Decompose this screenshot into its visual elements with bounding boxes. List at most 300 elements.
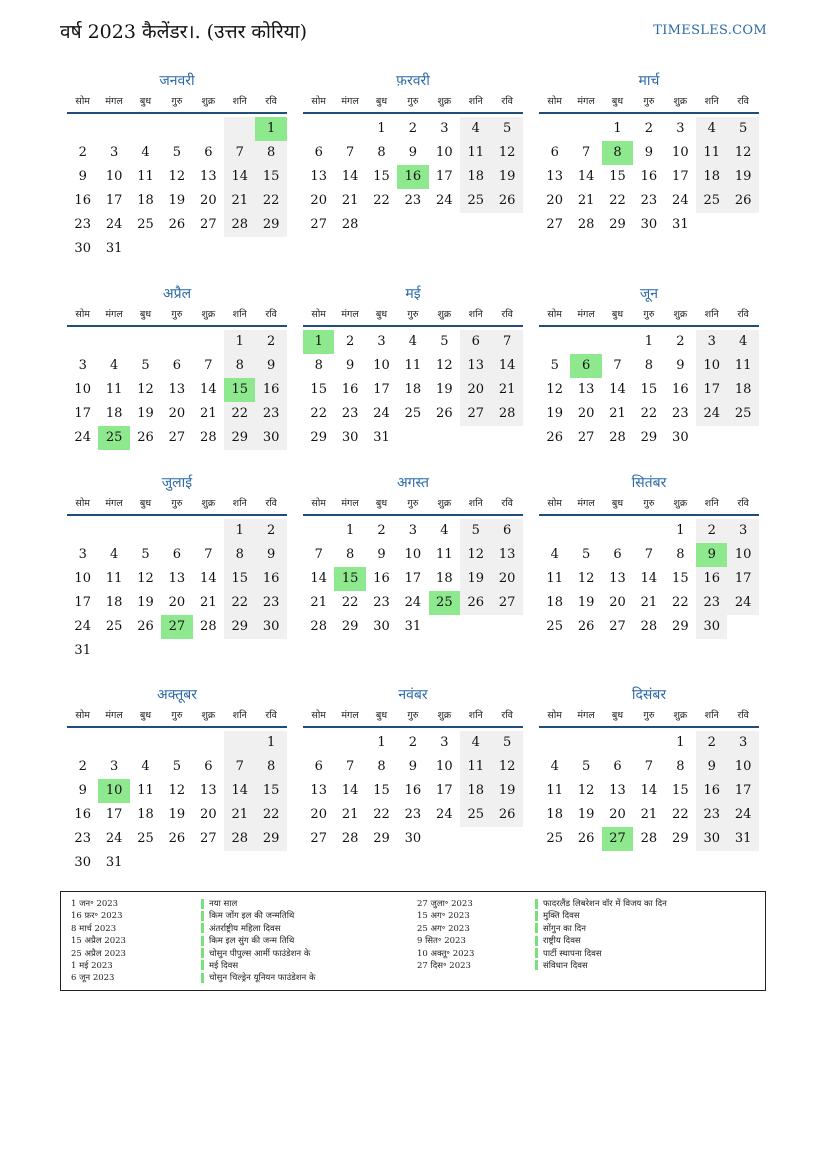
day-cell[interactable]: 20 (546, 193, 563, 208)
day-cell[interactable]: 29 (373, 831, 390, 846)
holiday-day-cell[interactable]: 8 (602, 141, 633, 165)
day-cell[interactable]: 27 (200, 217, 217, 232)
day-cell[interactable]: 24 (436, 193, 453, 208)
day-cell[interactable]: 22 (341, 595, 359, 610)
day-cell[interactable]: 20 (310, 193, 327, 208)
day-cell[interactable]: 30 (696, 827, 727, 851)
day-cell[interactable]: 31 (404, 619, 422, 634)
day-cell[interactable]: 21 (577, 193, 595, 208)
day-cell[interactable]: 20 (168, 406, 186, 421)
day-cell[interactable]: 23 (696, 803, 727, 827)
day-cell[interactable]: 20 (609, 807, 626, 822)
day-cell[interactable]: 1 (644, 334, 654, 349)
day-cell[interactable]: 4 (696, 117, 727, 141)
day-cell[interactable]: 4 (141, 759, 150, 774)
holiday-day-cell[interactable]: 25 (98, 426, 129, 450)
holiday-day-cell[interactable]: 25 (429, 591, 460, 615)
holiday-day-cell[interactable]: 1 (303, 330, 334, 354)
day-cell[interactable]: 4 (440, 523, 449, 538)
day-cell[interactable]: 20 (200, 807, 217, 822)
day-cell[interactable]: 23 (696, 591, 727, 615)
holiday-day-cell[interactable]: 27 (161, 615, 192, 639)
day-cell[interactable]: 29 (341, 619, 359, 634)
day-cell[interactable]: 23 (404, 193, 422, 208)
day-cell[interactable]: 15 (310, 382, 327, 397)
day-cell[interactable]: 24 (436, 807, 453, 822)
day-cell[interactable]: 9 (78, 169, 87, 184)
day-cell[interactable]: 4 (727, 330, 758, 354)
day-cell[interactable]: 20 (609, 595, 626, 610)
day-cell[interactable]: 14 (310, 571, 327, 586)
day-cell[interactable]: 24 (404, 595, 422, 610)
day-cell[interactable]: 2 (377, 523, 386, 538)
day-cell[interactable]: 13 (168, 382, 186, 397)
day-cell[interactable]: 23 (373, 595, 390, 610)
day-cell[interactable]: 19 (577, 595, 595, 610)
day-cell[interactable]: 11 (404, 358, 422, 373)
day-cell[interactable]: 13 (491, 543, 522, 567)
day-cell[interactable]: 13 (200, 169, 217, 184)
day-cell[interactable]: 18 (105, 406, 123, 421)
day-cell[interactable]: 15 (255, 779, 286, 803)
day-cell[interactable]: 2 (255, 330, 286, 354)
holiday-day-cell[interactable]: 9 (696, 543, 727, 567)
day-cell[interactable]: 11 (460, 755, 491, 779)
day-cell[interactable]: 18 (546, 807, 563, 822)
day-cell[interactable]: 2 (255, 519, 286, 543)
day-cell[interactable]: 24 (672, 193, 689, 208)
day-cell[interactable]: 24 (105, 831, 123, 846)
holiday-day-cell[interactable]: 16 (397, 165, 428, 189)
day-cell[interactable]: 16 (74, 807, 91, 822)
day-cell[interactable]: 31 (105, 855, 123, 870)
day-cell[interactable]: 29 (310, 430, 327, 445)
day-cell[interactable]: 21 (310, 595, 327, 610)
day-cell[interactable]: 26 (546, 430, 563, 445)
day-cell[interactable]: 21 (200, 406, 217, 421)
day-cell[interactable]: 22 (672, 595, 689, 610)
day-cell[interactable]: 5 (172, 759, 182, 774)
day-cell[interactable]: 3 (78, 547, 87, 562)
day-cell[interactable]: 27 (460, 402, 491, 426)
day-cell[interactable]: 29 (640, 430, 658, 445)
day-cell[interactable]: 5 (440, 334, 449, 349)
day-cell[interactable]: 3 (78, 358, 87, 373)
day-cell[interactable]: 18 (546, 595, 563, 610)
day-cell[interactable]: 4 (141, 145, 150, 160)
day-cell[interactable]: 22 (373, 193, 390, 208)
day-cell[interactable]: 15 (373, 169, 390, 184)
day-cell[interactable]: 27 (577, 430, 595, 445)
day-cell[interactable]: 12 (577, 783, 595, 798)
day-cell[interactable]: 27 (310, 217, 327, 232)
day-cell[interactable]: 17 (74, 406, 91, 421)
day-cell[interactable]: 15 (672, 571, 689, 586)
day-cell[interactable]: 19 (546, 406, 563, 421)
day-cell[interactable]: 20 (168, 595, 186, 610)
day-cell[interactable]: 13 (577, 382, 595, 397)
day-cell[interactable]: 18 (436, 571, 453, 586)
day-cell[interactable]: 12 (168, 783, 186, 798)
day-cell[interactable]: 27 (310, 831, 327, 846)
day-cell[interactable]: 25 (404, 406, 422, 421)
day-cell[interactable]: 24 (373, 406, 390, 421)
day-cell[interactable]: 6 (613, 547, 622, 562)
day-cell[interactable]: 2 (408, 121, 418, 136)
day-cell[interactable]: 13 (609, 783, 626, 798)
day-cell[interactable]: 18 (137, 193, 154, 208)
day-cell[interactable]: 8 (377, 145, 386, 160)
day-cell[interactable]: 12 (460, 543, 491, 567)
day-cell[interactable]: 1 (224, 330, 255, 354)
day-cell[interactable]: 11 (137, 169, 154, 184)
day-cell[interactable]: 2 (696, 731, 727, 755)
day-cell[interactable]: 19 (577, 807, 595, 822)
day-cell[interactable]: 8 (255, 141, 286, 165)
day-cell[interactable]: 11 (137, 783, 154, 798)
day-cell[interactable]: 7 (345, 145, 355, 160)
day-cell[interactable]: 25 (696, 189, 727, 213)
holiday-day-cell[interactable]: 15 (334, 567, 365, 591)
day-cell[interactable]: 8 (644, 358, 654, 373)
day-cell[interactable]: 7 (224, 141, 255, 165)
day-cell[interactable]: 12 (491, 755, 522, 779)
day-cell[interactable]: 1 (345, 523, 355, 538)
day-cell[interactable]: 15 (672, 783, 689, 798)
day-cell[interactable]: 4 (460, 117, 491, 141)
day-cell[interactable]: 7 (644, 547, 654, 562)
day-cell[interactable]: 29 (672, 619, 689, 634)
day-cell[interactable]: 28 (341, 831, 359, 846)
day-cell[interactable]: 17 (727, 779, 758, 803)
day-cell[interactable]: 9 (408, 759, 418, 774)
day-cell[interactable]: 22 (224, 402, 255, 426)
day-cell[interactable]: 23 (74, 831, 91, 846)
day-cell[interactable]: 10 (436, 145, 453, 160)
day-cell[interactable]: 26 (577, 831, 595, 846)
day-cell[interactable]: 30 (74, 241, 91, 256)
day-cell[interactable]: 7 (204, 547, 213, 562)
day-cell[interactable]: 13 (200, 783, 217, 798)
day-cell[interactable]: 8 (255, 755, 286, 779)
day-cell[interactable]: 1 (224, 519, 255, 543)
day-cell[interactable]: 29 (255, 827, 286, 851)
day-cell[interactable]: 24 (727, 803, 758, 827)
day-cell[interactable]: 12 (491, 141, 522, 165)
day-cell[interactable]: 1 (377, 735, 386, 750)
day-cell[interactable]: 12 (168, 169, 186, 184)
day-cell[interactable]: 17 (727, 567, 758, 591)
day-cell[interactable]: 16 (404, 783, 422, 798)
day-cell[interactable]: 13 (310, 169, 327, 184)
day-cell[interactable]: 17 (436, 169, 453, 184)
day-cell[interactable]: 28 (577, 217, 595, 232)
day-cell[interactable]: 24 (74, 430, 91, 445)
day-cell[interactable]: 30 (255, 426, 286, 450)
day-cell[interactable]: 28 (310, 619, 327, 634)
day-cell[interactable]: 20 (200, 193, 217, 208)
day-cell[interactable]: 5 (172, 145, 182, 160)
day-cell[interactable]: 7 (491, 330, 522, 354)
day-cell[interactable]: 2 (345, 334, 355, 349)
day-cell[interactable]: 21 (640, 807, 658, 822)
day-cell[interactable]: 17 (404, 571, 422, 586)
day-cell[interactable]: 25 (546, 831, 563, 846)
day-cell[interactable]: 5 (141, 547, 150, 562)
day-cell[interactable]: 16 (74, 193, 91, 208)
day-cell[interactable]: 4 (550, 547, 559, 562)
day-cell[interactable]: 7 (314, 547, 323, 562)
day-cell[interactable]: 4 (109, 547, 119, 562)
day-cell[interactable]: 17 (105, 807, 123, 822)
day-cell[interactable]: 9 (255, 354, 286, 378)
day-cell[interactable]: 19 (168, 807, 186, 822)
day-cell[interactable]: 29 (224, 426, 255, 450)
day-cell[interactable]: 8 (676, 759, 685, 774)
day-cell[interactable]: 23 (672, 406, 689, 421)
day-cell[interactable]: 14 (341, 783, 359, 798)
day-cell[interactable]: 3 (727, 731, 758, 755)
day-cell[interactable]: 4 (408, 334, 418, 349)
day-cell[interactable]: 10 (74, 571, 91, 586)
day-cell[interactable]: 5 (581, 547, 591, 562)
day-cell[interactable]: 29 (224, 615, 255, 639)
day-cell[interactable]: 15 (640, 382, 658, 397)
day-cell[interactable]: 23 (341, 406, 359, 421)
day-cell[interactable]: 4 (109, 358, 119, 373)
day-cell[interactable]: 6 (314, 759, 323, 774)
day-cell[interactable]: 7 (581, 145, 591, 160)
day-cell[interactable]: 17 (436, 783, 453, 798)
day-cell[interactable]: 10 (727, 543, 758, 567)
day-cell[interactable]: 4 (460, 731, 491, 755)
day-cell[interactable]: 27 (546, 217, 563, 232)
day-cell[interactable]: 11 (105, 382, 123, 397)
day-cell[interactable]: 13 (609, 571, 626, 586)
day-cell[interactable]: 10 (672, 145, 689, 160)
holiday-day-cell[interactable]: 27 (602, 827, 633, 851)
day-cell[interactable]: 3 (408, 523, 418, 538)
day-cell[interactable]: 26 (491, 803, 522, 827)
day-cell[interactable]: 30 (373, 619, 390, 634)
day-cell[interactable]: 22 (640, 406, 658, 421)
day-cell[interactable]: 25 (137, 217, 154, 232)
day-cell[interactable]: 19 (491, 779, 522, 803)
day-cell[interactable]: 7 (644, 759, 654, 774)
day-cell[interactable]: 27 (609, 619, 626, 634)
day-cell[interactable]: 5 (581, 759, 591, 774)
day-cell[interactable]: 24 (74, 619, 91, 634)
day-cell[interactable]: 2 (696, 519, 727, 543)
day-cell[interactable]: 18 (696, 165, 727, 189)
day-cell[interactable]: 11 (546, 571, 563, 586)
day-cell[interactable]: 2 (644, 121, 654, 136)
day-cell[interactable]: 3 (109, 145, 119, 160)
day-cell[interactable]: 15 (373, 783, 390, 798)
day-cell[interactable]: 23 (640, 193, 658, 208)
day-cell[interactable]: 3 (727, 519, 758, 543)
day-cell[interactable]: 26 (168, 217, 186, 232)
day-cell[interactable]: 3 (696, 330, 727, 354)
day-cell[interactable]: 16 (341, 382, 359, 397)
day-cell[interactable]: 30 (640, 217, 658, 232)
day-cell[interactable]: 10 (74, 382, 91, 397)
day-cell[interactable]: 28 (200, 619, 217, 634)
day-cell[interactable]: 10 (727, 755, 758, 779)
day-cell[interactable]: 11 (546, 783, 563, 798)
day-cell[interactable]: 4 (550, 759, 559, 774)
day-cell[interactable]: 23 (74, 217, 91, 232)
day-cell[interactable]: 8 (224, 354, 255, 378)
day-cell[interactable]: 7 (224, 755, 255, 779)
day-cell[interactable]: 30 (255, 615, 286, 639)
day-cell[interactable]: 22 (672, 807, 689, 822)
day-cell[interactable]: 31 (105, 241, 123, 256)
day-cell[interactable]: 23 (255, 402, 286, 426)
day-cell[interactable]: 21 (491, 378, 522, 402)
day-cell[interactable]: 14 (640, 783, 658, 798)
day-cell[interactable]: 30 (696, 615, 727, 639)
day-cell[interactable]: 26 (577, 619, 595, 634)
day-cell[interactable]: 16 (672, 382, 689, 397)
day-cell[interactable]: 24 (105, 217, 123, 232)
day-cell[interactable]: 31 (74, 643, 91, 658)
day-cell[interactable]: 26 (436, 406, 453, 421)
day-cell[interactable]: 26 (727, 189, 758, 213)
day-cell[interactable]: 5 (727, 117, 758, 141)
day-cell[interactable]: 14 (224, 779, 255, 803)
day-cell[interactable]: 2 (78, 145, 87, 160)
day-cell[interactable]: 24 (696, 402, 727, 426)
day-cell[interactable]: 26 (491, 189, 522, 213)
day-cell[interactable]: 1 (613, 121, 622, 136)
day-cell[interactable]: 19 (168, 193, 186, 208)
day-cell[interactable]: 1 (255, 731, 286, 755)
day-cell[interactable]: 9 (696, 755, 727, 779)
day-cell[interactable]: 17 (74, 595, 91, 610)
day-cell[interactable]: 15 (609, 169, 626, 184)
day-cell[interactable]: 13 (168, 571, 186, 586)
day-cell[interactable]: 20 (460, 378, 491, 402)
day-cell[interactable]: 18 (460, 165, 491, 189)
day-cell[interactable]: 9 (255, 543, 286, 567)
day-cell[interactable]: 29 (255, 213, 286, 237)
day-cell[interactable]: 16 (255, 378, 286, 402)
day-cell[interactable]: 26 (460, 591, 491, 615)
day-cell[interactable]: 22 (255, 803, 286, 827)
day-cell[interactable]: 17 (672, 169, 689, 184)
day-cell[interactable]: 13 (460, 354, 491, 378)
day-cell[interactable]: 20 (310, 807, 327, 822)
day-cell[interactable]: 19 (436, 382, 453, 397)
site-name[interactable]: TIMESLES.COM (653, 23, 767, 38)
day-cell[interactable]: 8 (345, 547, 355, 562)
day-cell[interactable]: 16 (373, 571, 390, 586)
day-cell[interactable]: 15 (224, 567, 255, 591)
day-cell[interactable]: 21 (609, 406, 626, 421)
day-cell[interactable]: 9 (345, 358, 355, 373)
day-cell[interactable]: 18 (727, 378, 758, 402)
day-cell[interactable]: 28 (224, 827, 255, 851)
day-cell[interactable]: 5 (491, 731, 522, 755)
day-cell[interactable]: 26 (137, 619, 154, 634)
day-cell[interactable]: 16 (696, 779, 727, 803)
day-cell[interactable]: 3 (676, 121, 685, 136)
day-cell[interactable]: 6 (204, 145, 213, 160)
day-cell[interactable]: 21 (200, 595, 217, 610)
day-cell[interactable]: 12 (137, 382, 154, 397)
day-cell[interactable]: 25 (460, 189, 491, 213)
day-cell[interactable]: 3 (440, 121, 449, 136)
day-cell[interactable]: 12 (546, 382, 563, 397)
day-cell[interactable]: 17 (105, 193, 123, 208)
day-cell[interactable]: 2 (78, 759, 87, 774)
day-cell[interactable]: 11 (460, 141, 491, 165)
day-cell[interactable]: 23 (404, 807, 422, 822)
day-cell[interactable]: 23 (255, 591, 286, 615)
day-cell[interactable]: 6 (204, 759, 213, 774)
day-cell[interactable]: 20 (577, 406, 595, 421)
day-cell[interactable]: 19 (137, 595, 154, 610)
day-cell[interactable]: 21 (341, 807, 359, 822)
day-cell[interactable]: 28 (609, 430, 626, 445)
day-cell[interactable]: 14 (200, 382, 217, 397)
day-cell[interactable]: 6 (172, 547, 182, 562)
day-cell[interactable]: 12 (436, 358, 453, 373)
day-cell[interactable]: 21 (224, 189, 255, 213)
day-cell[interactable]: 27 (168, 430, 186, 445)
day-cell[interactable]: 6 (550, 145, 559, 160)
day-cell[interactable]: 14 (640, 571, 658, 586)
day-cell[interactable]: 17 (373, 382, 390, 397)
day-cell[interactable]: 6 (314, 145, 323, 160)
day-cell[interactable]: 19 (491, 165, 522, 189)
day-cell[interactable]: 6 (613, 759, 622, 774)
day-cell[interactable]: 16 (255, 567, 286, 591)
day-cell[interactable]: 19 (137, 406, 154, 421)
day-cell[interactable]: 16 (696, 567, 727, 591)
day-cell[interactable]: 9 (377, 547, 386, 562)
day-cell[interactable]: 11 (105, 571, 123, 586)
day-cell[interactable]: 31 (672, 217, 689, 232)
day-cell[interactable]: 29 (609, 217, 626, 232)
day-cell[interactable]: 22 (224, 591, 255, 615)
day-cell[interactable]: 10 (436, 759, 453, 774)
day-cell[interactable]: 12 (577, 571, 595, 586)
day-cell[interactable]: 18 (460, 779, 491, 803)
day-cell[interactable]: 12 (727, 141, 758, 165)
day-cell[interactable]: 30 (672, 430, 689, 445)
day-cell[interactable]: 10 (105, 169, 123, 184)
day-cell[interactable]: 22 (310, 406, 327, 421)
day-cell[interactable]: 9 (408, 145, 418, 160)
day-cell[interactable]: 5 (491, 117, 522, 141)
day-cell[interactable]: 5 (550, 358, 559, 373)
day-cell[interactable]: 2 (408, 735, 418, 750)
day-cell[interactable]: 18 (404, 382, 422, 397)
day-cell[interactable]: 22 (609, 193, 626, 208)
day-cell[interactable]: 9 (676, 358, 685, 373)
day-cell[interactable]: 28 (341, 217, 359, 232)
day-cell[interactable]: 21 (341, 193, 359, 208)
day-cell[interactable]: 11 (727, 354, 758, 378)
day-cell[interactable]: 11 (696, 141, 727, 165)
day-cell[interactable]: 29 (672, 831, 689, 846)
day-cell[interactable]: 20 (491, 567, 522, 591)
day-cell[interactable]: 9 (644, 145, 654, 160)
day-cell[interactable]: 25 (137, 831, 154, 846)
day-cell[interactable]: 7 (345, 759, 355, 774)
